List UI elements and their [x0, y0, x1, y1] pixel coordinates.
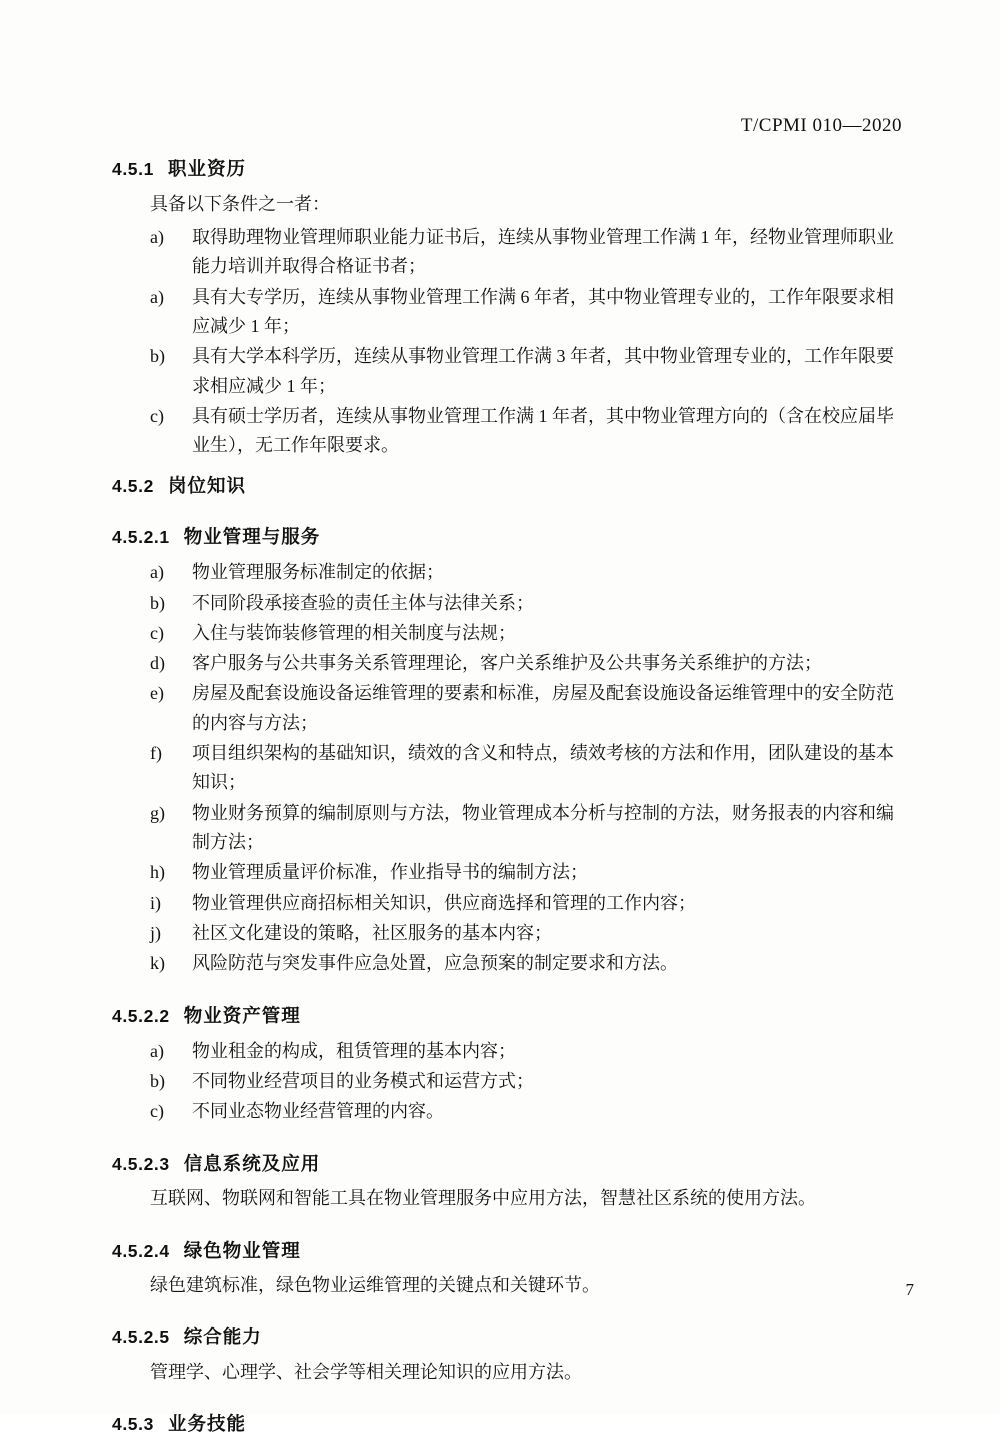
list-item — [150, 1037, 902, 1066]
section-4-5-3 — [112, 1409, 902, 1439]
section-number: 4.5.2 — [112, 475, 154, 496]
list-marker: j) — [150, 923, 161, 944]
list-item — [150, 223, 902, 282]
section-4-5-2-4 — [112, 1236, 902, 1301]
list-item-text: 风险防范与突发事件应急处置，应急预案的制定要求和方法。 — [192, 953, 678, 974]
section-heading — [112, 1149, 902, 1179]
list-item-text: 不同业态物业经营管理的内容。 — [192, 1101, 444, 1122]
section-heading — [112, 522, 902, 552]
list-item — [150, 649, 902, 678]
list-marker: a) — [150, 1040, 164, 1061]
section-title: 职业资历 — [167, 158, 246, 179]
section-number: 4.5.2.5 — [112, 1327, 170, 1348]
section-number: 4.5.2.2 — [112, 1005, 170, 1026]
section-heading — [112, 1236, 902, 1266]
section-number: 4.5.2.3 — [112, 1153, 170, 1174]
section-heading — [112, 471, 902, 501]
list-marker: b) — [150, 1070, 165, 1091]
section-4-5-1 — [112, 154, 902, 461]
list-marker: b) — [150, 592, 165, 613]
list-item-text: 物业管理服务标准制定的依据； — [192, 562, 444, 583]
list-marker: e) — [150, 683, 164, 704]
page-content-area — [112, 0, 914, 1435]
list-item-text: 物业财务预算的编制原则与方法，物业管理成本分析与控制的方法，财务报表的内容和编制方法； — [192, 802, 894, 853]
section-number: 4.5.2.4 — [112, 1240, 170, 1261]
section-title: 业务技能 — [167, 1413, 246, 1435]
page-number: 7 — [905, 1280, 914, 1299]
list-item — [150, 679, 902, 738]
ordered-list — [150, 558, 902, 979]
list-item — [150, 949, 902, 978]
list-item-text: 物业管理供应商招标相关知识，供应商选择和管理的工作内容； — [192, 892, 696, 913]
list-item — [150, 739, 902, 798]
section-body-text: 管理学、心理学、社会学等相关理论知识的应用方法。 — [150, 1362, 582, 1383]
list-item — [150, 919, 902, 948]
list-marker: b) — [150, 346, 165, 367]
list-item-text: 客户服务与公共事务关系管理理论，客户关系维护及公共事务关系维护的方法； — [192, 653, 822, 674]
section-4-5-2-3 — [112, 1149, 902, 1214]
list-marker: k) — [150, 953, 165, 974]
list-item-text: 社区文化建设的策略，社区服务的基本内容； — [192, 923, 552, 944]
section-4-5-2 — [112, 471, 902, 501]
list-item — [150, 558, 902, 587]
section-body-text: 互联网、物联网和智能工具在物业管理服务中应用方法，智慧社区系统的使用方法。 — [150, 1188, 816, 1209]
section-lead-text: 具备以下条件之一者： — [150, 193, 330, 214]
page-header-standard-code: T/CPMI 010—2020 — [740, 115, 902, 136]
list-item — [150, 858, 902, 887]
list-marker: a) — [150, 226, 164, 247]
list-marker: h) — [150, 862, 165, 883]
list-item — [150, 619, 902, 648]
section-number: 4.5.3 — [112, 1414, 154, 1435]
list-item — [150, 1067, 902, 1096]
list-marker: c) — [150, 405, 164, 426]
section-number: 4.5.2.1 — [112, 527, 170, 548]
list-item-text: 房屋及配套设施设备运维管理的要素和标准，房屋及配套设施设备运维管理中的安全防范的内容与方法； — [192, 683, 894, 733]
list-item-text: 具有硕士学历者，连续从事物业管理工作满 1 年者，其中物业管理方向的（含在校应届毕业生），无工作年限要求。 — [192, 405, 894, 456]
ordered-list — [150, 223, 902, 461]
list-marker: g) — [150, 802, 165, 823]
list-item-text: 具有大专学历，连续从事物业管理工作满 6 年者，其中物业管理专业的，工作年限要求相应减少 1 年； — [192, 286, 894, 336]
list-item-text: 取得助理物业管理师职业能力证书后，连续从事物业管理工作满 1 年，经物业管理师职业能力培训并取得合格证书者； — [192, 226, 894, 277]
list-item — [150, 799, 902, 858]
list-marker: c) — [150, 622, 164, 643]
list-item — [150, 1097, 902, 1126]
list-marker: i) — [150, 892, 161, 913]
ordered-list — [150, 1037, 902, 1127]
list-marker: a) — [150, 286, 164, 307]
section-heading — [112, 1409, 902, 1439]
section-heading — [112, 1322, 902, 1352]
list-marker: d) — [150, 653, 165, 674]
list-marker: f) — [150, 743, 162, 764]
section-4-5-2-2 — [112, 1001, 902, 1127]
section-4-5-2-5 — [112, 1322, 902, 1387]
list-item — [150, 889, 902, 918]
list-marker: a) — [150, 562, 164, 583]
list-item — [150, 589, 902, 618]
list-item-text: 入住与装饰装修管理的相关制度与法规； — [192, 622, 516, 643]
section-title: 物业管理与服务 — [183, 526, 321, 548]
list-item-text: 项目组织架构的基础知识，绩效的含义和特点，绩效考核的方法和作用，团队建设的基本知识； — [192, 743, 894, 793]
list-item — [150, 402, 902, 461]
list-item-text: 物业租金的构成，租赁管理的基本内容； — [192, 1040, 516, 1061]
list-item-text: 不同阶段承接查验的责任主体与法律关系； — [192, 592, 534, 613]
section-title: 物业资产管理 — [183, 1004, 301, 1026]
list-item-text: 具有大学本科学历，连续从事物业管理工作满 3 年者，其中物业管理专业的，工作年限要求相应减少 1 年； — [192, 346, 894, 396]
section-number: 4.5.1 — [112, 159, 154, 179]
document-body — [112, 152, 902, 1449]
list-item-text: 不同物业经营项目的业务模式和运营方式； — [192, 1070, 534, 1091]
list-item-text: 物业管理质量评价标准，作业指导书的编制方法； — [192, 862, 588, 883]
list-item — [150, 342, 902, 401]
list-item — [150, 283, 902, 342]
section-title: 综合能力 — [183, 1326, 262, 1348]
section-body-text: 绿色建筑标准，绿色物业运维管理的关键点和关键环节。 — [150, 1275, 600, 1296]
section-title: 绿色物业管理 — [183, 1239, 301, 1261]
section-title: 信息系统及应用 — [183, 1152, 321, 1174]
section-title: 岗位知识 — [167, 474, 246, 496]
list-marker: c) — [150, 1101, 164, 1122]
section-heading — [112, 1001, 902, 1031]
section-4-5-2-1 — [112, 522, 902, 978]
section-heading — [112, 154, 902, 184]
